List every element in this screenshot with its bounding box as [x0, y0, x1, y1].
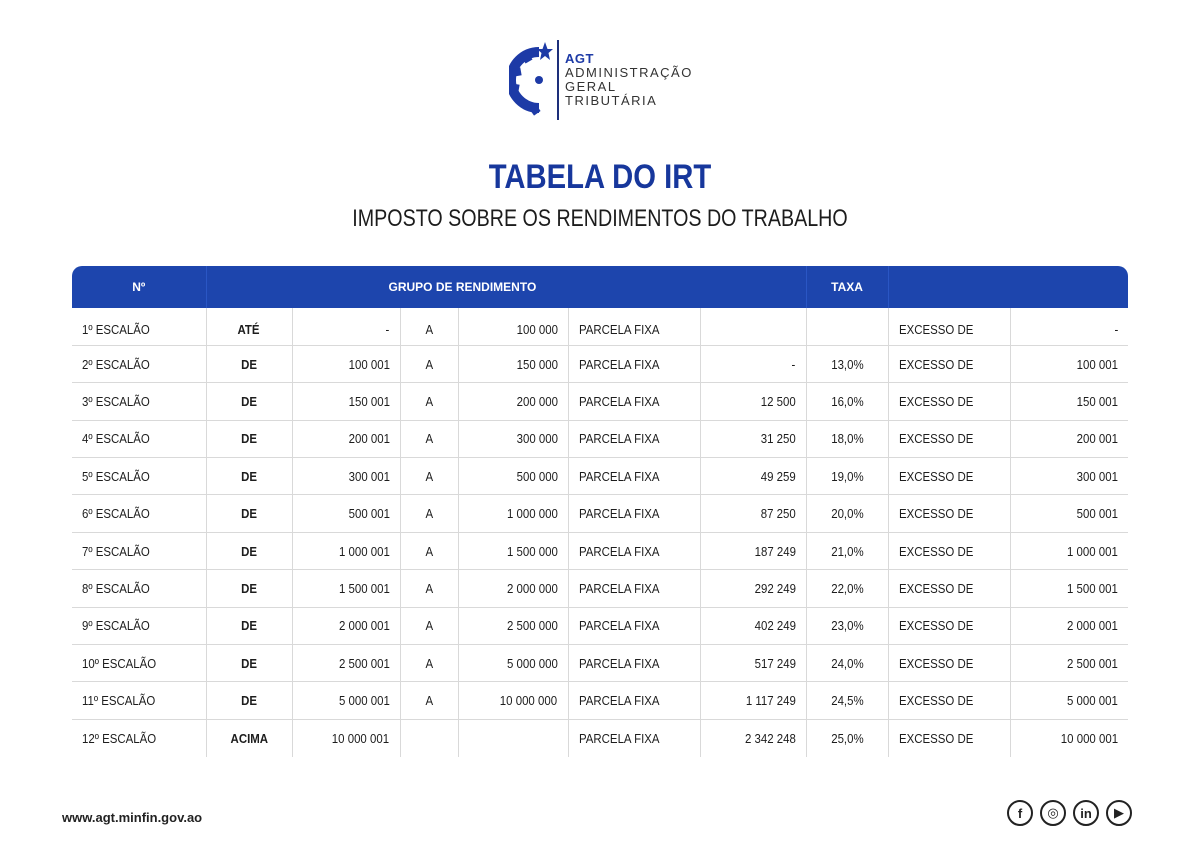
- cell-text: A: [425, 543, 433, 559]
- cell-escalao: [72, 495, 206, 532]
- cell-text: 25,0%: [830, 730, 864, 746]
- cell-text: 150 001: [348, 393, 390, 409]
- cell-prefix: [206, 495, 292, 532]
- cell-to: [458, 345, 568, 382]
- cell-text: 1 117 249: [745, 693, 796, 709]
- cell-to: [458, 682, 568, 719]
- cell-text: 11º ESCALÃO: [82, 693, 156, 709]
- cell-text: 7º ESCALÃO: [82, 543, 150, 559]
- cell-to-label: [400, 607, 458, 644]
- logo-line-2: GERAL: [565, 79, 617, 94]
- cell-text: PARCELA FIXA: [578, 730, 660, 746]
- cell-text: EXCESSO DE: [898, 431, 973, 447]
- cell-excesso-value: [1010, 383, 1128, 420]
- cell-parcela-label: [568, 458, 700, 495]
- irt-table-container: [72, 266, 1128, 757]
- cell-text: 19,0%: [830, 468, 864, 484]
- cell-to: [458, 495, 568, 532]
- cell-text: 12º ESCALÃO: [82, 730, 157, 746]
- cell-rate: [806, 570, 888, 607]
- cell-text: 8º ESCALÃO: [82, 580, 150, 596]
- youtube-icon[interactable]: ▶: [1106, 800, 1132, 826]
- cell-to-label: [400, 345, 458, 382]
- cell-from: [292, 719, 400, 756]
- table-row: [72, 345, 1128, 382]
- cell-from: [292, 495, 400, 532]
- cell-escalao: [72, 345, 206, 382]
- cell-rate: [806, 308, 888, 345]
- cell-to-label: [400, 570, 458, 607]
- cell-prefix: [206, 570, 292, 607]
- cell-escalao: [72, 570, 206, 607]
- cell-text: A: [425, 618, 433, 634]
- header-last: [888, 266, 1128, 308]
- cell-prefix: [206, 383, 292, 420]
- cell-text: 200 000: [516, 393, 558, 409]
- table-row: [72, 308, 1128, 345]
- cell-excesso-label: [888, 458, 1010, 495]
- table-row: [72, 495, 1128, 532]
- cell-prefix: [206, 645, 292, 682]
- cell-text: EXCESSO DE: [898, 468, 973, 484]
- cell-parcela-value: [700, 308, 806, 345]
- agt-logo: [509, 40, 693, 120]
- cell-text: DE: [241, 655, 257, 671]
- cell-from: [292, 682, 400, 719]
- header-group: [206, 266, 806, 308]
- cell-text: ATÉ: [237, 321, 261, 337]
- cell-text: 12 500: [760, 393, 796, 409]
- cell-text: 18,0%: [830, 431, 864, 447]
- cell-text: EXCESSO DE: [898, 393, 973, 409]
- social-links: [1007, 800, 1132, 826]
- cell-text: 5 000 000: [506, 655, 558, 671]
- cell-text: EXCESSO DE: [898, 730, 973, 746]
- table-row: [72, 383, 1128, 420]
- cell-text: 20,0%: [830, 506, 864, 522]
- cell-text: PARCELA FIXA: [578, 580, 660, 596]
- table-row: [72, 607, 1128, 644]
- cell-text: 2 000 001: [1067, 618, 1119, 634]
- cell-escalao: [72, 458, 206, 495]
- cell-text: 292 249: [754, 580, 796, 596]
- cell-parcela-label: [568, 495, 700, 532]
- cell-text: 49 259: [760, 468, 796, 484]
- cell-prefix: [206, 532, 292, 569]
- cell-to-label: [400, 495, 458, 532]
- cell-to: [458, 607, 568, 644]
- cell-text: DE: [241, 543, 257, 559]
- cell-to-label: [400, 383, 458, 420]
- cell-parcela-label: [568, 719, 700, 756]
- cell-text: A: [425, 655, 433, 671]
- cell-from: [292, 345, 400, 382]
- cell-text: 1 500 000: [506, 543, 558, 559]
- instagram-icon[interactable]: ◎: [1040, 800, 1066, 826]
- cell-escalao: [72, 645, 206, 682]
- cell-from: [292, 570, 400, 607]
- cell-parcela-value: [700, 383, 806, 420]
- cell-text: 3º ESCALÃO: [82, 393, 150, 409]
- cell-rate: [806, 345, 888, 382]
- logo-line-3: TRIBUTÁRIA: [565, 93, 658, 108]
- cell-parcela-label: [568, 532, 700, 569]
- cell-text: 1 000 001: [338, 543, 390, 559]
- cell-text: 402 249: [754, 618, 796, 634]
- table-row: [72, 645, 1128, 682]
- cell-from: [292, 458, 400, 495]
- cell-to-label: [400, 682, 458, 719]
- cell-text: 10 000 000: [500, 693, 558, 709]
- cell-excesso-label: [888, 345, 1010, 382]
- cell-excesso-value: [1010, 570, 1128, 607]
- cell-text: 300 000: [516, 431, 558, 447]
- cell-text: EXCESSO DE: [898, 618, 973, 634]
- cell-text: PARCELA FIXA: [578, 468, 660, 484]
- cell-parcela-label: [568, 682, 700, 719]
- cell-text: 1 000 001: [1067, 543, 1119, 559]
- cell-to: [458, 570, 568, 607]
- cell-parcela-label: [568, 645, 700, 682]
- header-number: Nº: [72, 266, 206, 308]
- gear-star-icon: [509, 40, 553, 120]
- cell-to-label: [400, 458, 458, 495]
- cell-text: 2º ESCALÃO: [82, 356, 150, 372]
- cell-to: [458, 532, 568, 569]
- cell-excesso-value: [1010, 420, 1128, 457]
- cell-text: 1º ESCALÃO: [82, 321, 150, 337]
- cell-text: 13,0%: [830, 356, 864, 372]
- cell-parcela-value: [700, 495, 806, 532]
- cell-text: PARCELA FIXA: [578, 618, 660, 634]
- cell-text: EXCESSO DE: [898, 506, 973, 522]
- cell-text: A: [425, 693, 433, 709]
- cell-excesso-value: [1010, 719, 1128, 756]
- cell-text: 10 000 001: [1060, 730, 1119, 746]
- table-row: [72, 682, 1128, 719]
- cell-text: PARCELA FIXA: [578, 543, 660, 559]
- cell-text: DE: [241, 356, 257, 372]
- cell-text: 150 000: [516, 356, 558, 372]
- cell-excesso-value: [1010, 532, 1128, 569]
- cell-parcela-value: [700, 420, 806, 457]
- cell-text: 4º ESCALÃO: [82, 431, 150, 447]
- cell-from: [292, 308, 400, 345]
- cell-text: EXCESSO DE: [898, 580, 973, 596]
- cell-text: 300 001: [1076, 468, 1119, 484]
- cell-text: 6º ESCALÃO: [82, 506, 150, 522]
- cell-parcela-label: [568, 420, 700, 457]
- cell-excesso-label: [888, 645, 1010, 682]
- cell-text: DE: [241, 468, 257, 484]
- cell-escalao: [72, 719, 206, 756]
- cell-text: EXCESSO DE: [898, 321, 973, 337]
- cell-text: 9º ESCALÃO: [82, 618, 150, 634]
- cell-prefix: [206, 308, 292, 345]
- cell-escalao: [72, 420, 206, 457]
- cell-text: 5º ESCALÃO: [82, 468, 150, 484]
- cell-parcela-label: [568, 345, 700, 382]
- cell-text: PARCELA FIXA: [578, 655, 660, 671]
- cell-text: A: [425, 580, 433, 596]
- table-row: [72, 420, 1128, 457]
- cell-to: [458, 719, 568, 756]
- header-rate: TAXA: [806, 266, 888, 308]
- cell-text: DE: [241, 431, 257, 447]
- cell-text: 1 500 001: [338, 580, 390, 596]
- cell-text: 187 249: [754, 543, 796, 559]
- cell-excesso-value: [1010, 458, 1128, 495]
- cell-text: 16,0%: [830, 393, 864, 409]
- cell-escalao: [72, 682, 206, 719]
- cell-text: DE: [241, 618, 257, 634]
- cell-to-label: [400, 719, 458, 756]
- cell-parcela-value: [700, 645, 806, 682]
- cell-text: 23,0%: [830, 618, 864, 634]
- cell-text: 1 500 001: [1067, 580, 1119, 596]
- cell-text: PARCELA FIXA: [578, 393, 660, 409]
- cell-text: 1 000 000: [506, 506, 558, 522]
- logo-line-1: ADMINISTRAÇÃO: [565, 65, 693, 80]
- cell-rate: [806, 607, 888, 644]
- table-row: [72, 719, 1128, 756]
- cell-text: 150 001: [1076, 393, 1119, 409]
- page-title: TABELA DO IRT: [488, 158, 712, 196]
- cell-text: -: [791, 356, 796, 372]
- cell-text: -: [385, 321, 390, 337]
- cell-text: EXCESSO DE: [898, 356, 973, 372]
- cell-text: 2 000 001: [338, 618, 390, 634]
- cell-from: [292, 420, 400, 457]
- cell-prefix: [206, 345, 292, 382]
- cell-text: 2 500 001: [1067, 655, 1119, 671]
- cell-text: DE: [241, 506, 257, 522]
- cell-parcela-value: [700, 345, 806, 382]
- cell-excesso-label: [888, 495, 1010, 532]
- irt-table: [72, 266, 1128, 757]
- cell-to-label: [400, 420, 458, 457]
- cell-prefix: [206, 420, 292, 457]
- cell-text: 2 500 000: [506, 618, 558, 634]
- cell-from: [292, 607, 400, 644]
- cell-text: 10 000 001: [332, 730, 390, 746]
- cell-text: 5 000 001: [338, 693, 390, 709]
- table-body: [72, 308, 1128, 757]
- cell-text: PARCELA FIXA: [578, 506, 660, 522]
- footer-url[interactable]: www.agt.minfin.gov.ao: [62, 810, 203, 825]
- table-header-row: [72, 266, 1128, 308]
- cell-text: PARCELA FIXA: [578, 321, 660, 337]
- cell-text: 31 250: [760, 431, 796, 447]
- cell-rate: [806, 719, 888, 756]
- cell-text: 500 001: [1076, 506, 1119, 522]
- cell-rate: [806, 682, 888, 719]
- cell-rate: [806, 383, 888, 420]
- linkedin-icon[interactable]: in: [1073, 800, 1099, 826]
- cell-text: A: [425, 468, 433, 484]
- cell-text: 21,0%: [830, 543, 864, 559]
- cell-from: [292, 532, 400, 569]
- cell-text: DE: [241, 393, 257, 409]
- cell-prefix: [206, 607, 292, 644]
- logo-divider: [557, 40, 559, 120]
- cell-text: 10º ESCALÃO: [82, 655, 157, 671]
- cell-parcela-label: [568, 570, 700, 607]
- cell-parcela-value: [700, 607, 806, 644]
- cell-text: 500 000: [516, 468, 558, 484]
- cell-text: EXCESSO DE: [898, 543, 973, 559]
- cell-text: PARCELA FIXA: [578, 693, 660, 709]
- cell-parcela-value: [700, 719, 806, 756]
- cell-excesso-value: [1010, 645, 1128, 682]
- cell-text: 300 001: [348, 468, 390, 484]
- cell-text: DE: [241, 693, 257, 709]
- cell-excesso-label: [888, 308, 1010, 345]
- cell-parcela-value: [700, 532, 806, 569]
- cell-excesso-value: [1010, 345, 1128, 382]
- cell-text: 22,0%: [830, 580, 864, 596]
- cell-excesso-value: [1010, 607, 1128, 644]
- table-row: [72, 570, 1128, 607]
- cell-text: A: [425, 431, 433, 447]
- cell-to: [458, 458, 568, 495]
- cell-text: EXCESSO DE: [898, 655, 973, 671]
- cell-escalao: [72, 383, 206, 420]
- cell-text: 2 000 000: [506, 580, 558, 596]
- cell-excesso-label: [888, 383, 1010, 420]
- logo-text: [565, 52, 693, 108]
- cell-parcela-label: [568, 383, 700, 420]
- cell-to-label: [400, 308, 458, 345]
- cell-excesso-label: [888, 532, 1010, 569]
- cell-prefix: [206, 682, 292, 719]
- cell-to: [458, 420, 568, 457]
- cell-excesso-label: [888, 607, 1010, 644]
- cell-text: 2 342 248: [744, 730, 796, 746]
- cell-from: [292, 383, 400, 420]
- cell-to: [458, 645, 568, 682]
- header-group-label: GRUPO DE RENDIMENTO: [388, 280, 537, 294]
- page-subtitle: IMPOSTO SOBRE OS RENDIMENTOS DO TRABALHO: [352, 205, 848, 232]
- cell-rate: [806, 495, 888, 532]
- cell-prefix: [206, 458, 292, 495]
- cell-text: 200 001: [1076, 431, 1119, 447]
- cell-text: DE: [241, 580, 257, 596]
- cell-text: 5 000 001: [1067, 693, 1119, 709]
- cell-prefix: [206, 719, 292, 756]
- cell-excesso-value: [1010, 682, 1128, 719]
- cell-to: [458, 383, 568, 420]
- cell-text: A: [425, 356, 433, 372]
- cell-text: A: [425, 321, 433, 337]
- cell-text: 24,0%: [830, 655, 864, 671]
- logo-abbr: AGT: [565, 51, 594, 66]
- cell-excesso-label: [888, 570, 1010, 607]
- cell-rate: [806, 645, 888, 682]
- cell-text: PARCELA FIXA: [578, 431, 660, 447]
- cell-text: 100 000: [516, 321, 558, 337]
- cell-excesso-label: [888, 420, 1010, 457]
- cell-text: 100 001: [1076, 356, 1119, 372]
- cell-parcela-value: [700, 570, 806, 607]
- cell-text: EXCESSO DE: [898, 693, 973, 709]
- table-row: [72, 532, 1128, 569]
- cell-parcela-label: [568, 607, 700, 644]
- cell-escalao: [72, 607, 206, 644]
- cell-text: -: [1114, 321, 1119, 337]
- cell-text: 100 001: [348, 356, 390, 372]
- cell-text: 500 001: [348, 506, 390, 522]
- cell-text: 87 250: [760, 506, 796, 522]
- cell-text: ACIMA: [230, 730, 268, 746]
- cell-parcela-value: [700, 458, 806, 495]
- cell-parcela-value: [700, 682, 806, 719]
- cell-from: [292, 645, 400, 682]
- cell-excesso-label: [888, 682, 1010, 719]
- cell-rate: [806, 532, 888, 569]
- cell-excesso-value: [1010, 308, 1128, 345]
- cell-escalao: [72, 308, 206, 345]
- cell-text: 24,5%: [830, 693, 864, 709]
- facebook-icon[interactable]: f: [1007, 800, 1033, 826]
- cell-text: 517 249: [754, 655, 796, 671]
- cell-excesso-value: [1010, 495, 1128, 532]
- cell-escalao: [72, 532, 206, 569]
- cell-rate: [806, 420, 888, 457]
- cell-rate: [806, 458, 888, 495]
- cell-excesso-label: [888, 719, 1010, 756]
- cell-to-label: [400, 532, 458, 569]
- cell-text: A: [425, 506, 433, 522]
- cell-text: A: [425, 393, 433, 409]
- cell-to: [458, 308, 568, 345]
- cell-parcela-label: [568, 308, 700, 345]
- cell-text: PARCELA FIXA: [578, 356, 660, 372]
- table-row: [72, 458, 1128, 495]
- cell-to-label: [400, 645, 458, 682]
- cell-text: 200 001: [348, 431, 390, 447]
- cell-text: 2 500 001: [338, 655, 390, 671]
